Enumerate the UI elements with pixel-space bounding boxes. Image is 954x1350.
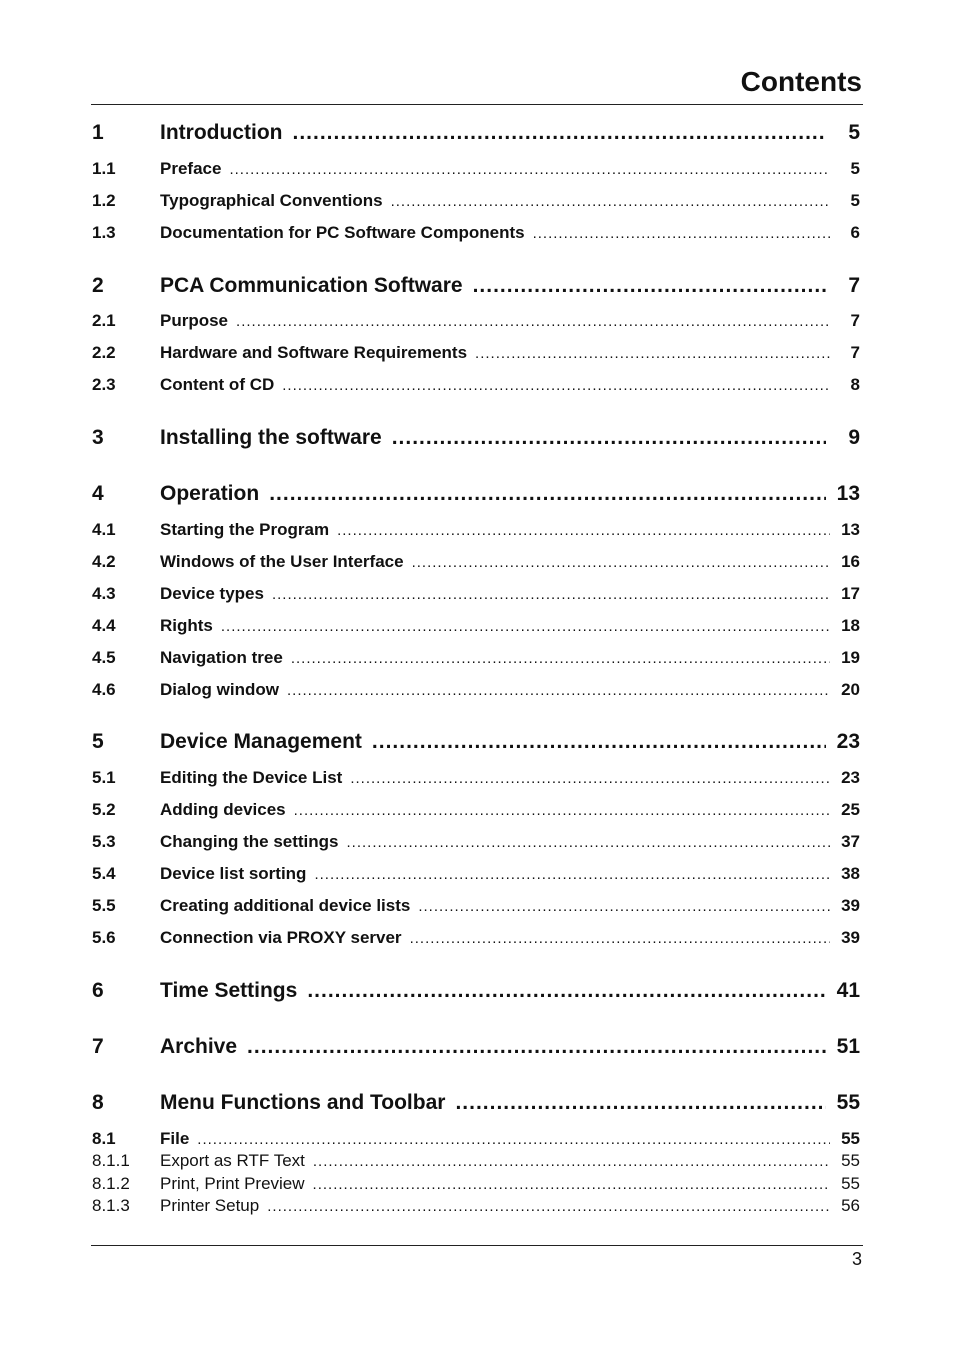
toc-dot-leader [287, 682, 830, 699]
toc-entry-3[interactable] [92, 425, 860, 451]
toc-entry-page: 5 [850, 191, 860, 210]
toc-entry-number: 8.1.1 [92, 1151, 130, 1170]
toc-entry-title: Creating additional device lists [160, 896, 411, 915]
toc-entry-page: 13 [836, 482, 860, 505]
toc-entry-5[interactable] [92, 729, 860, 755]
toc-entry-1-3[interactable] [92, 220, 860, 246]
toc-entry-1-1[interactable] [92, 156, 860, 182]
toc-entry-5-3[interactable] [92, 829, 860, 855]
toc-dot-leader [347, 834, 831, 851]
toc-entry-5-1[interactable] [92, 765, 860, 791]
page-title: Contents [740, 66, 862, 97]
toc-entry-number: 2.3 [92, 375, 116, 394]
toc-entry-page: 6 [850, 223, 860, 242]
toc-entry-title: Device types [160, 584, 264, 603]
toc-entry-page: 20 [841, 680, 860, 699]
toc-dot-leader [533, 225, 830, 242]
toc-entry-title: Device Management [160, 730, 362, 753]
toc-entry-4-1[interactable] [92, 517, 860, 543]
toc-entry-2-1[interactable] [92, 308, 860, 334]
toc-entry-title: Navigation tree [160, 648, 283, 667]
toc-entry-4[interactable] [92, 481, 860, 507]
toc-entry-number: 4.2 [92, 552, 116, 571]
toc-entry-page: 17 [841, 584, 860, 603]
toc-entry-8-1-3[interactable] [92, 1195, 860, 1217]
toc-entry-5-5[interactable] [92, 893, 860, 919]
toc-entry-number: 5.6 [92, 928, 116, 947]
toc-dot-leader [291, 650, 830, 667]
toc-entry-number: 2.2 [92, 343, 116, 362]
toc-entry-number: 4.5 [92, 648, 116, 667]
toc-entry-8[interactable] [92, 1090, 860, 1116]
toc-dot-leader [412, 554, 830, 571]
toc-entry-number: 6 [92, 979, 104, 1002]
toc-entry-number: 5.3 [92, 832, 116, 851]
toc-entry-page: 13 [841, 520, 860, 539]
toc-entry-page: 56 [841, 1196, 860, 1215]
toc-entry-number: 5 [92, 730, 104, 753]
toc-entry-title: Changing the settings [160, 832, 339, 851]
toc-dot-leader [473, 274, 826, 298]
toc-entry-number: 8 [92, 1091, 104, 1114]
toc-entry-2-2[interactable] [92, 340, 860, 366]
toc-entry-8-1-1[interactable] [92, 1150, 860, 1172]
toc-entry-number: 5.4 [92, 864, 116, 883]
toc-dot-leader [418, 898, 830, 915]
toc-entry-page: 39 [841, 928, 860, 947]
toc-entry-number: 8.1.2 [92, 1174, 130, 1193]
toc-entry-page: 8 [850, 375, 860, 394]
toc-entry-title: Typographical Conventions [160, 191, 383, 210]
toc-entry-number: 8.1 [92, 1129, 116, 1148]
toc-entry-number: 4 [92, 482, 104, 505]
toc-entry-4-3[interactable] [92, 581, 860, 607]
toc-entry-title: Preface [160, 159, 222, 178]
toc-entry-page: 55 [836, 1091, 860, 1114]
toc-entry-title: Menu Functions and Toolbar [160, 1091, 446, 1114]
toc-dot-leader [314, 866, 830, 883]
toc-dot-leader [292, 121, 826, 145]
toc-entry-title: Connection via PROXY server [160, 928, 402, 947]
toc-entry-number: 7 [92, 1035, 104, 1058]
toc-entry-page: 23 [836, 730, 860, 753]
toc-entry-number: 3 [92, 426, 104, 449]
toc-entry-number: 4.6 [92, 680, 116, 699]
toc-dot-leader [372, 730, 826, 754]
toc-entry-4-2[interactable] [92, 549, 860, 575]
toc-entry-number: 1.1 [92, 159, 116, 178]
toc-dot-leader [236, 313, 830, 330]
toc-entry-1-2[interactable] [92, 188, 860, 214]
toc-entry-8-1[interactable] [92, 1126, 860, 1152]
toc-entry-number: 4.3 [92, 584, 116, 603]
toc-entry-page: 55 [841, 1129, 860, 1148]
toc-entry-title: Adding devices [160, 800, 286, 819]
toc-entry-title: Installing the software [160, 426, 382, 449]
toc-dot-leader [269, 482, 826, 506]
toc-entry-page: 41 [836, 979, 860, 1002]
toc-dot-leader [410, 930, 830, 947]
toc-entry-title: Hardware and Software Requirements [160, 343, 468, 362]
toc-entry-title: Operation [160, 482, 260, 505]
toc-entry-page: 9 [848, 426, 860, 449]
toc-entry-1[interactable] [92, 120, 860, 146]
toc-entry-number: 1.2 [92, 191, 116, 210]
toc-entry-8-1-2[interactable] [92, 1173, 860, 1195]
toc-entry-page: 19 [841, 648, 860, 667]
toc-entry-5-6[interactable] [92, 925, 860, 951]
toc-dot-leader [313, 1153, 830, 1170]
toc-entry-title: Editing the Device List [160, 768, 343, 787]
toc-entry-5-4[interactable] [92, 861, 860, 887]
toc-entry-title: File [160, 1129, 190, 1148]
toc-entry-page: 38 [841, 864, 860, 883]
toc-entry-title: Archive [160, 1035, 238, 1058]
toc-entry-number: 5.2 [92, 800, 116, 819]
toc-entry-page: 37 [841, 832, 860, 851]
toc-entry-title: Dialog window [160, 680, 279, 699]
toc-entry-title: Export as RTF Text [160, 1151, 305, 1170]
toc-entry-7[interactable] [92, 1034, 860, 1060]
toc-dot-leader [272, 586, 830, 603]
toc-entry-number: 5.1 [92, 768, 116, 787]
toc-entry-page: 39 [841, 896, 860, 915]
toc-entry-page: 16 [841, 552, 860, 571]
toc-entry-4-4[interactable] [92, 613, 860, 639]
toc-entry-number: 8.1.3 [92, 1196, 130, 1215]
toc-entry-5-2[interactable] [92, 797, 860, 823]
toc-dot-leader [391, 193, 830, 210]
toc-entry-number: 1 [92, 121, 104, 144]
toc-entry-title: Documentation for PC Software Components [160, 223, 525, 242]
toc-entry-number: 2 [92, 274, 104, 297]
toc-entry-number: 4.4 [92, 616, 116, 635]
toc-dot-leader [350, 770, 830, 787]
toc-entry-title: Windows of the User Interface [160, 552, 404, 571]
toc-dot-leader [197, 1131, 830, 1148]
toc-dot-leader [267, 1198, 830, 1215]
toc-entry-page: 55 [841, 1151, 860, 1170]
toc-entry-page: 18 [841, 616, 860, 635]
toc-entry-page: 7 [848, 274, 860, 297]
toc-entry-title: Device list sorting [160, 864, 307, 883]
toc-dot-leader [475, 345, 830, 362]
toc-entry-title: Time Settings [160, 979, 298, 1002]
toc-entry-title: Content of CD [160, 375, 275, 394]
toc-entry-page: 51 [836, 1035, 860, 1058]
toc-dot-leader [313, 1176, 830, 1193]
toc-entry-title: Print, Print Preview [160, 1174, 305, 1193]
toc-entry-page: 5 [850, 159, 860, 178]
page-number: 3 [851, 1249, 862, 1269]
toc-dot-leader [392, 426, 826, 450]
toc-entry-title: Purpose [160, 311, 229, 330]
toc-entry-number: 1.3 [92, 223, 116, 242]
toc-dot-leader [307, 979, 826, 1003]
toc-dot-leader [229, 161, 830, 178]
toc-entry-number: 2.1 [92, 311, 116, 330]
toc-entry-2-3[interactable] [92, 372, 860, 398]
toc-entry-title: Printer Setup [160, 1196, 260, 1215]
toc-dot-leader [247, 1035, 826, 1059]
toc-entry-6[interactable] [92, 978, 860, 1004]
footer-rule [91, 1245, 863, 1246]
toc-entry-page: 7 [850, 343, 860, 362]
toc-entry-number: 4.1 [92, 520, 116, 539]
toc-entry-title: PCA Communication Software [160, 274, 463, 297]
toc-entry-title: Introduction [160, 121, 283, 144]
toc-entry-page: 23 [841, 768, 860, 787]
toc-entry-4-6[interactable] [92, 677, 860, 703]
toc-entry-number: 5.5 [92, 896, 116, 915]
toc-dot-leader [337, 522, 830, 539]
toc-entry-title: Starting the Program [160, 520, 330, 539]
toc-entry-page: 25 [841, 800, 860, 819]
toc-entry-title: Rights [160, 616, 213, 635]
toc-entry-page: 55 [841, 1174, 860, 1193]
toc-entry-page: 5 [848, 121, 860, 144]
toc-entry-page: 7 [850, 311, 860, 330]
toc-dot-leader [294, 802, 830, 819]
toc-dot-leader [221, 618, 830, 635]
toc-entry-2[interactable] [92, 273, 860, 299]
toc-entry-4-5[interactable] [92, 645, 860, 671]
toc-dot-leader [455, 1091, 826, 1115]
toc-dot-leader [282, 377, 830, 394]
